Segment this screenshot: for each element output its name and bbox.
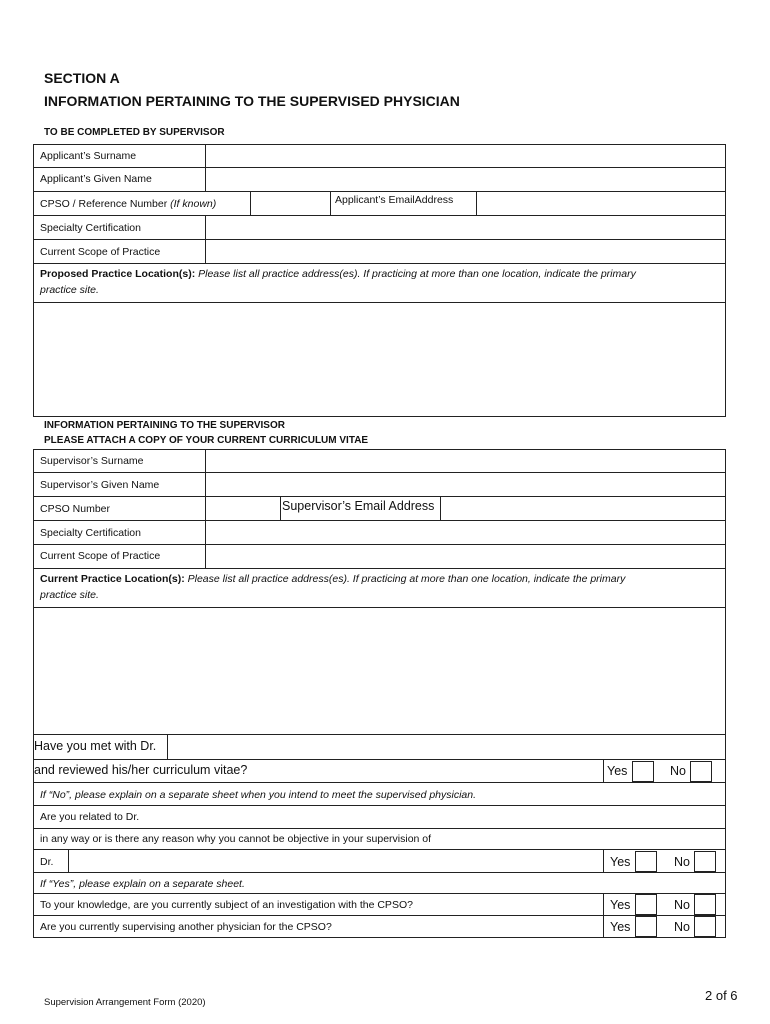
supervisor-cpso-label-cell [33, 496, 206, 521]
applicant-location-label-line2: practice site. [40, 284, 99, 296]
applicant-specialty-field[interactable] [205, 215, 726, 240]
met-doctor-name-field[interactable] [167, 734, 726, 760]
applicant-cpso-field[interactable] [250, 191, 331, 216]
applicant-specialty-label-cell [33, 215, 206, 240]
supervisor-scope-label-cell [33, 544, 206, 569]
investigation-yes-label: Yes [610, 898, 631, 912]
supervisor-cpso-label: CPSO Number [40, 503, 111, 515]
reviewed-answer-cell [603, 759, 726, 783]
applicant-email-label-cell [330, 191, 477, 216]
section-subtitle: INFORMATION PERTAINING TO THE SUPERVISED PHYSICIAN [44, 93, 460, 109]
supervising-label-cell [33, 915, 604, 938]
reviewed-label-cell [33, 759, 604, 783]
supervisor-location-label-cell [33, 568, 726, 608]
dr-label-cell [33, 849, 69, 873]
objective-label: in any way or is there any reason why you cannot be objective in your supervision of [40, 833, 432, 845]
supervisor-email-label-cell [280, 496, 441, 521]
applicant-scope-label: Current Scope of Practice [40, 246, 161, 258]
related-no-checkbox[interactable] [694, 851, 716, 872]
if-yes-note: If “Yes”, please explain on a separate sheet. [40, 878, 245, 890]
applicant-specialty-label: Specialty Certification [40, 222, 141, 234]
section-title: SECTION A [44, 70, 120, 86]
reviewed-no-label: No [670, 764, 686, 778]
supervisor-scope-label: Current Scope of Practice [40, 550, 161, 562]
supervisor-location-field[interactable] [33, 607, 726, 735]
applicant-surname-field[interactable] [205, 144, 726, 168]
footer-form-name: Supervision Arrangement Form (2020) [44, 997, 206, 1008]
if-no-note: If “No”, please explain on a separate sheet when you intend to meet the supervised physician. [40, 789, 477, 801]
supervisor-given-name-label-cell [33, 472, 206, 497]
related-yes-label: Yes [610, 855, 631, 869]
supervisor-cpso-field[interactable] [205, 496, 281, 521]
supervisor-location-label: Current Practice Location(s): Please list all practice address(es). If practicing at more than one location, indicate the primary [40, 573, 626, 585]
supervisor-section-title: INFORMATION PERTAINING TO THE SUPERVISOR [44, 420, 285, 431]
applicant-email-label: Applicant’s EmailAddress [335, 194, 454, 206]
supervising-yes-checkbox[interactable] [635, 916, 657, 937]
related-label: Are you related to Dr. [40, 811, 140, 823]
investigation-label-cell [33, 893, 604, 916]
if-yes-note-cell [33, 872, 726, 894]
supervising-no-checkbox[interactable] [694, 916, 716, 937]
investigation-no-checkbox[interactable] [694, 894, 716, 915]
applicant-cpso-label-cell [33, 191, 251, 216]
applicant-location-label-cell [33, 263, 726, 303]
investigation-label: To your knowledge, are you currently subject of an investigation with the CPSO? [40, 899, 413, 911]
investigation-answer-cell [603, 893, 726, 916]
applicant-surname-label: Applicant’s Surname [40, 150, 137, 162]
supervisor-specialty-label: Specialty Certification [40, 527, 141, 539]
investigation-no-label: No [674, 898, 690, 912]
supervising-label: Are you currently supervising another physician for the CPSO? [40, 921, 332, 933]
footer-page-number: 2 of 6 [705, 988, 738, 1003]
met-label: Have you met with Dr. [34, 739, 157, 753]
applicant-given-name-label-cell [33, 167, 206, 192]
reviewed-yes-label: Yes [607, 764, 628, 778]
reviewed-label: and reviewed his/her curriculum vitae? [34, 763, 248, 777]
dr-label: Dr. [40, 856, 54, 868]
completed-by-note: TO BE COMPLETED BY SUPERVISOR [44, 127, 225, 138]
reviewed-yes-checkbox[interactable] [632, 761, 654, 782]
supervisor-surname-field[interactable] [205, 449, 726, 473]
objective-row [33, 828, 726, 850]
supervising-yes-label: Yes [610, 920, 631, 934]
applicant-location-field[interactable] [33, 302, 726, 417]
objective-doctor-name-field[interactable] [68, 849, 604, 873]
applicant-location-label: Proposed Practice Location(s): Please list all practice address(es). If practicing at more than one location, indicate the primary [40, 268, 636, 280]
supervisor-given-name-field[interactable] [205, 472, 726, 497]
met-label-cell [33, 734, 168, 760]
related-doctor-name-field[interactable] [140, 807, 722, 827]
applicant-scope-label-cell [33, 239, 206, 264]
applicant-cpso-label: CPSO / Reference Number (If known) [40, 198, 217, 210]
applicant-given-name-label: Applicant’s Given Name [40, 173, 152, 185]
supervising-answer-cell [603, 915, 726, 938]
applicant-given-name-field[interactable] [205, 167, 726, 192]
supervisor-location-label-line2: practice site. [40, 589, 99, 601]
if-no-note-cell [33, 782, 726, 806]
applicant-scope-field[interactable] [205, 239, 726, 264]
related-no-label: No [674, 855, 690, 869]
investigation-yes-checkbox[interactable] [635, 894, 657, 915]
supervisor-email-label: Supervisor’s Email Address [282, 499, 435, 513]
applicant-email-field[interactable] [476, 191, 726, 216]
supervisor-given-name-label: Supervisor’s Given Name [40, 479, 160, 491]
related-yes-checkbox[interactable] [635, 851, 657, 872]
supervisor-email-field[interactable] [440, 496, 726, 521]
supervising-no-label: No [674, 920, 690, 934]
applicant-surname-label-cell [33, 144, 206, 168]
related-answer-cell [603, 849, 726, 873]
supervisor-cv-note: PLEASE ATTACH A COPY OF YOUR CURRENT CURRICULUM VITAE [44, 435, 369, 446]
supervisor-surname-label: Supervisor’s Surname [40, 455, 144, 467]
supervisor-surname-label-cell [33, 449, 206, 473]
supervisor-specialty-field[interactable] [205, 520, 726, 545]
supervisor-specialty-label-cell [33, 520, 206, 545]
reviewed-no-checkbox[interactable] [690, 761, 712, 782]
supervisor-scope-field[interactable] [205, 544, 726, 569]
